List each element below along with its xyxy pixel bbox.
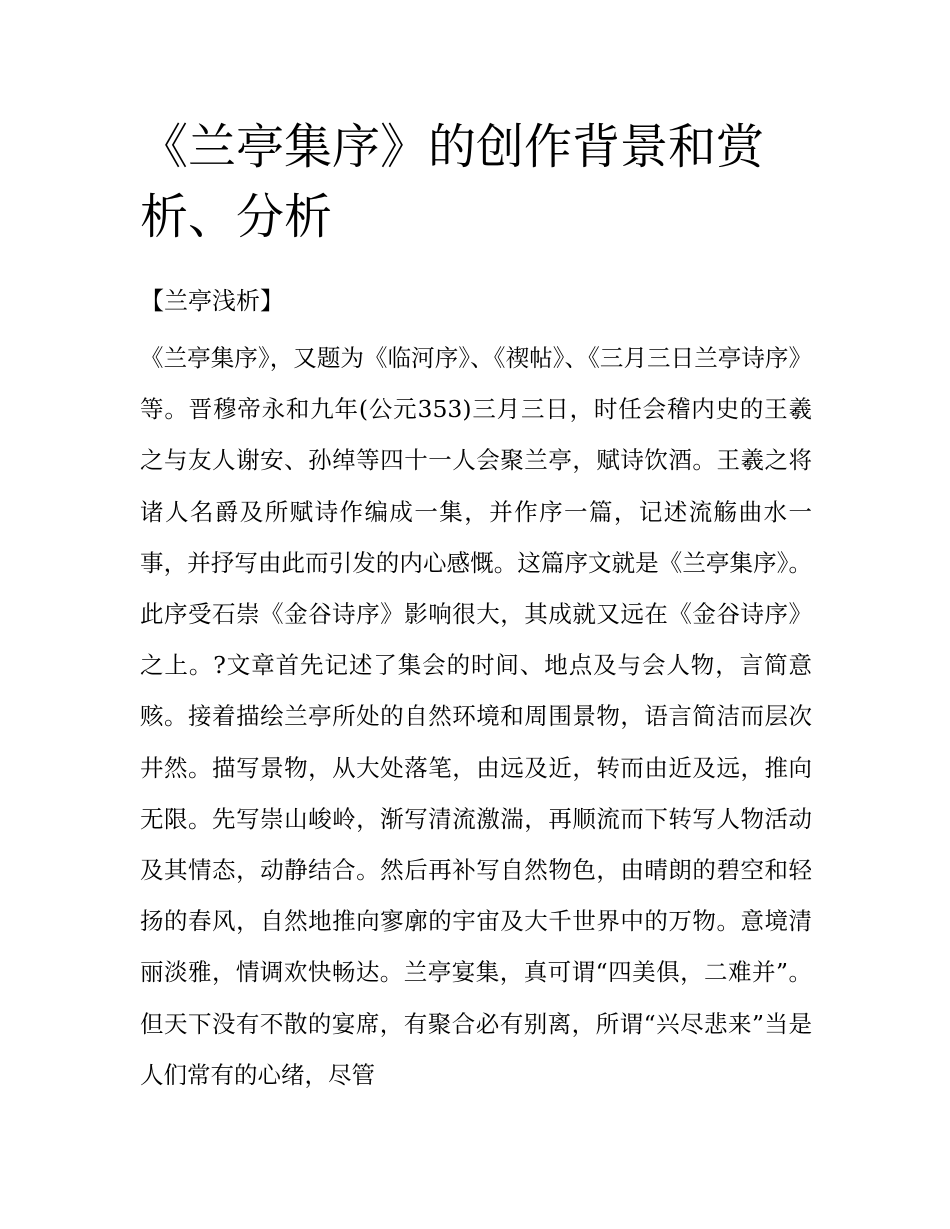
section-heading: 【兰亭浅析】	[140, 287, 284, 315]
document-title: 《兰亭集序》的创作背景和赏析、分析	[140, 119, 765, 245]
body-paragraph: 《兰亭集序》，又题为《临河序》、《禊帖》、《三月三日兰亭诗序》等。晋穆帝永和九年(公元353)三月三日，时任会稽内史的王羲之与友人谢安、孙绰等四十一人会聚兰亭，赋诗饮酒。王羲之将诸人名爵及所赋诗作编成一集，并作序一篇，记述流觞曲水一事，并抒写由此而引发的内心感慨。这篇序文就是《兰亭集序》。此序受石崇《金谷诗序》影响很大，其成就又远在《金谷诗序》之上。?文章首先记述了集会的时间、地点及与会人物，言简意赅。接着描绘兰亭所处的自然环境和周围景物，语言简洁而层次井然。描写景物，从大处落笔，由远及近，转而由近及远，推向无限。先写崇山峻岭，渐写清流激湍，再顺流而下转写人物活动及其情态，动静结合。然后再补写自然物色，由晴朗的碧空和轻扬的春风，自然地推向寥廓的宇宙及大千世界中的万物。意境清丽淡雅，情调欢快畅达。兰亭宴集，真可谓“四美俱，二难并”。但天下没有不散的宴席，有聚合必有别离，所谓“兴尽悲来”当是人们常有的心绪，尽管	[140, 344, 812, 1089]
